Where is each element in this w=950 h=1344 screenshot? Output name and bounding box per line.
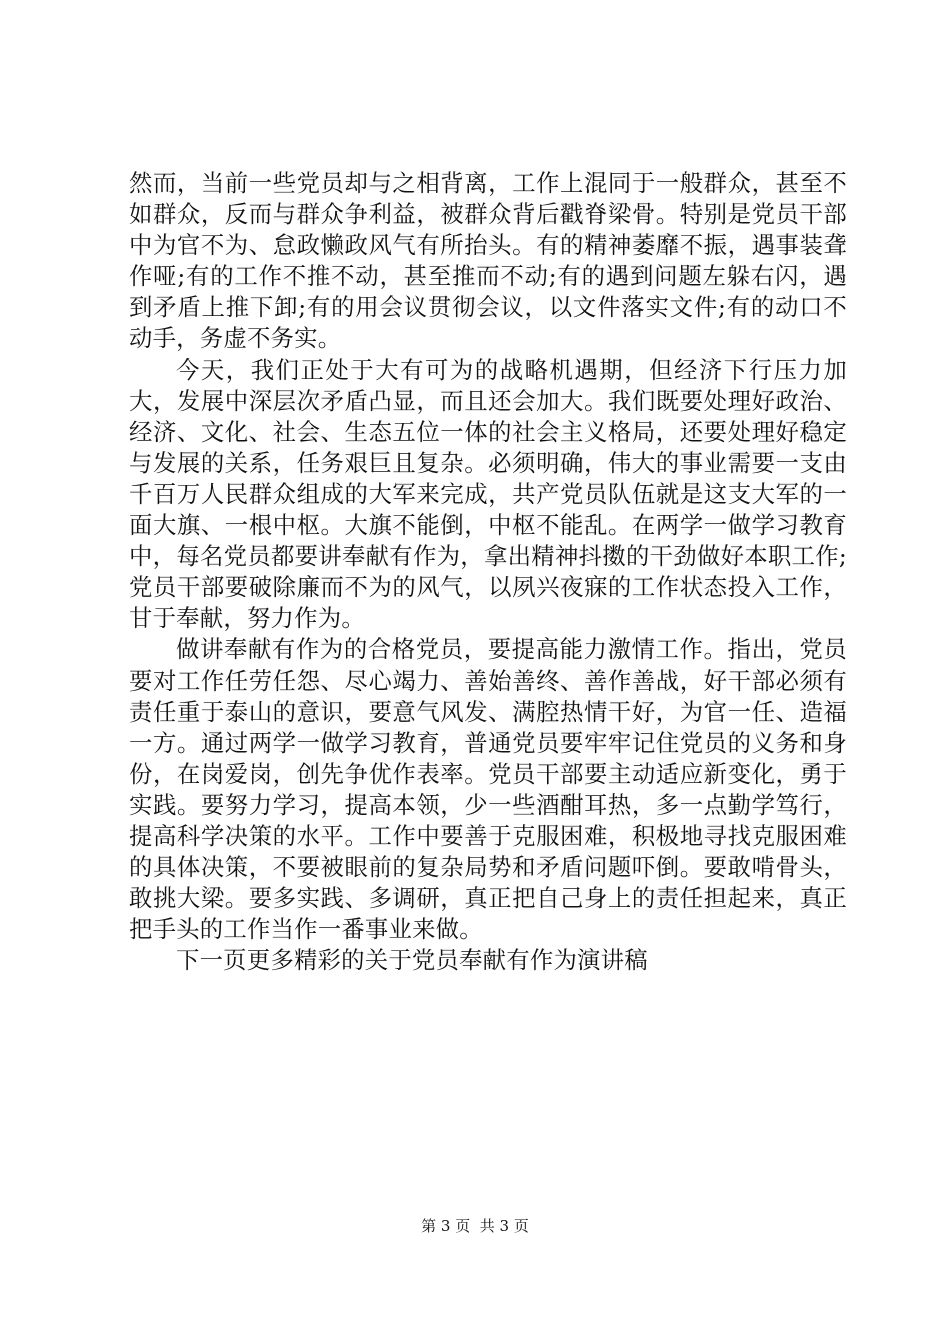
paragraph-2: 今天，我们正处于大有可为的战略机遇期，但经济下行压力加大，发展中深层次矛盾凸显，而且还会加大。我们既要处理好政治、经济、文化、社会、生态五位一体的社会主义格局，还要处理好稳定与发展的关系，任务艰巨且复杂。必须明确，伟大的事业需要一支由千百万人民群众组成的大军来完成，共产党员队伍就是这支大军的一面大旗、一根中枢。大旗不能倒，中枢不能乱。在两学一做学习教育中，每名党员都要讲奉献有作为，拿出精神抖擞的干劲做好本职工作;党员干部要破除廉而不为的风气，以夙兴夜寐的工作状态投入工作，甘于奉献，努力作为。	[129, 355, 847, 633]
paragraph-3: 做讲奉献有作为的合格党员，要提高能力激情工作。指出，党员要对工作任劳任怨、尽心竭力、善始善终、善作善战，好干部必须有责任重于泰山的意识，要意气风发、满腔热情干好，为官一任、造福一方。通过两学一做学习教育，普通党员要牢牢记住党员的义务和身份，在岗爱岗，创先争优作表率。党员干部要主动适应新变化，勇于实践。要努力学习，提高本领，少一些酒酣耳热，多一点勤学笃行，提高科学决策的水平。工作中要善于克服困难，积极地寻找克服困难的具体决策，不要被眼前的复杂局势和矛盾问题吓倒。要敢啃骨头，敢挑大梁。要多实践、多调研，真正把自己身上的责任担起来，真正把手头的工作当作一番事业来做。	[129, 635, 847, 944]
next-page-link-text: 下一页更多精彩的关于党员奉献有作为演讲稿	[176, 946, 648, 975]
document-body	[129, 168, 847, 976]
paragraph-1: 然而，当前一些党员却与之相背离，工作上混同于一般群众，甚至不如群众，反而与群众争利益，被群众背后戳脊梁骨。特别是党员干部中为官不为、怠政懒政风气有所抬头。有的精神萎靡不振，遇事装聋作哑;有的工作不推不动，甚至推而不动;有的遇到问题左躲右闪，遇到矛盾上推下卸;有的用会议贯彻会议，以文件落实文件;有的动口不动手，务虚不务实。	[129, 169, 847, 353]
page-footer	[0, 1216, 950, 1236]
page-number: 第 3 页	[421, 1217, 471, 1235]
page-total: 共 3 页	[479, 1217, 529, 1235]
